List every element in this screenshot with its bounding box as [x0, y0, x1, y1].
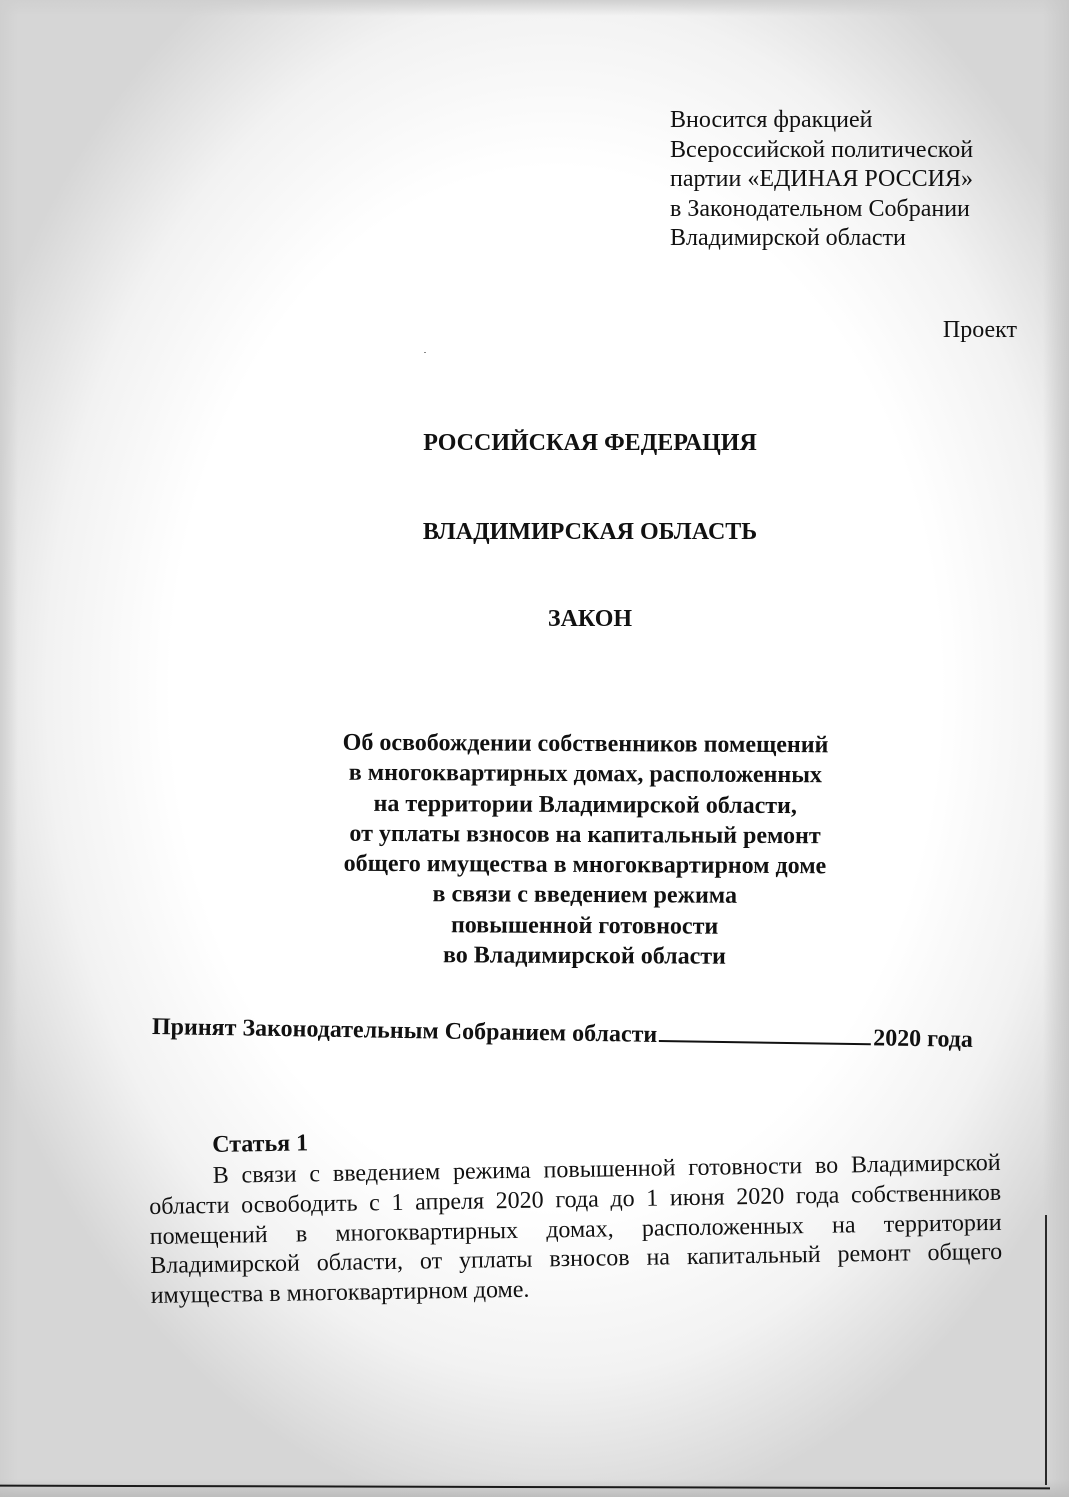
submitter-line: Всероссийской политической: [670, 136, 974, 163]
article-body: [149, 1149, 1003, 1312]
scan-edge-line-right: [1045, 1215, 1047, 1485]
submitter-block: [670, 106, 973, 254]
submitter-line: Владимирской области: [670, 225, 906, 252]
submitter-line: партии «ЕДИНАЯ РОССИЯ»: [670, 166, 974, 193]
submitter-line: Вносится фракцией: [670, 107, 873, 133]
country-heading: РОССИЙСКАЯ ФЕДЕРАЦИЯ: [423, 430, 757, 456]
law-title-line: общего имущества в многоквартирном доме: [343, 850, 827, 880]
scan-speck: [424, 352, 426, 353]
scan-shadow-left: [0, 0, 18, 1497]
article-body-line: Владимирской области, от уплаты взносов на капитальный ремонт общего: [150, 1239, 1003, 1280]
law-title-line: в многоквартирных домах, расположенных: [348, 760, 823, 789]
adoption-prefix: Принят Законодательным Собранием области: [151, 1014, 658, 1048]
article-title: Статья 1: [212, 1130, 309, 1158]
law-title-line: в связи с введением режима: [432, 881, 738, 910]
adoption-date-blank: [659, 1020, 871, 1045]
submitter-line: в Законодательном Собрании: [670, 195, 970, 222]
law-title-line: повышенной готовности: [450, 912, 719, 940]
article-body-line: области освободить с 1 апреля 2020 года до 1 июня 2020 года собственников: [149, 1179, 1002, 1220]
article-1: [148, 1118, 1003, 1312]
adoption-line: [152, 1012, 997, 1055]
law-title-line: от уплаты взносов на капитальный ремонт: [349, 820, 821, 850]
law-title: [284, 727, 885, 973]
law-title-line: на территории Владимирской области,: [373, 790, 797, 819]
article-body-line: В связи с введением режима повышенной готовности во Владимирской: [212, 1149, 1001, 1189]
article-body-line: имущества в многоквартирном доме.: [150, 1276, 530, 1310]
region-heading: ВЛАДИМИРСКАЯ ОБЛАСТЬ: [422, 519, 758, 545]
scan-shadow-top: [0, 0, 1069, 16]
article-body-line: помещений в многоквартирных домах, расположенных на территории: [149, 1209, 1002, 1250]
draft-label: Проект: [942, 317, 1017, 343]
document-type-heading: ЗАКОН: [547, 606, 633, 632]
adoption-year: 2020 года: [872, 1025, 974, 1053]
law-title-line: во Владимирской области: [442, 942, 726, 970]
law-title-line: Об освобождении собственников помещений: [342, 729, 829, 759]
